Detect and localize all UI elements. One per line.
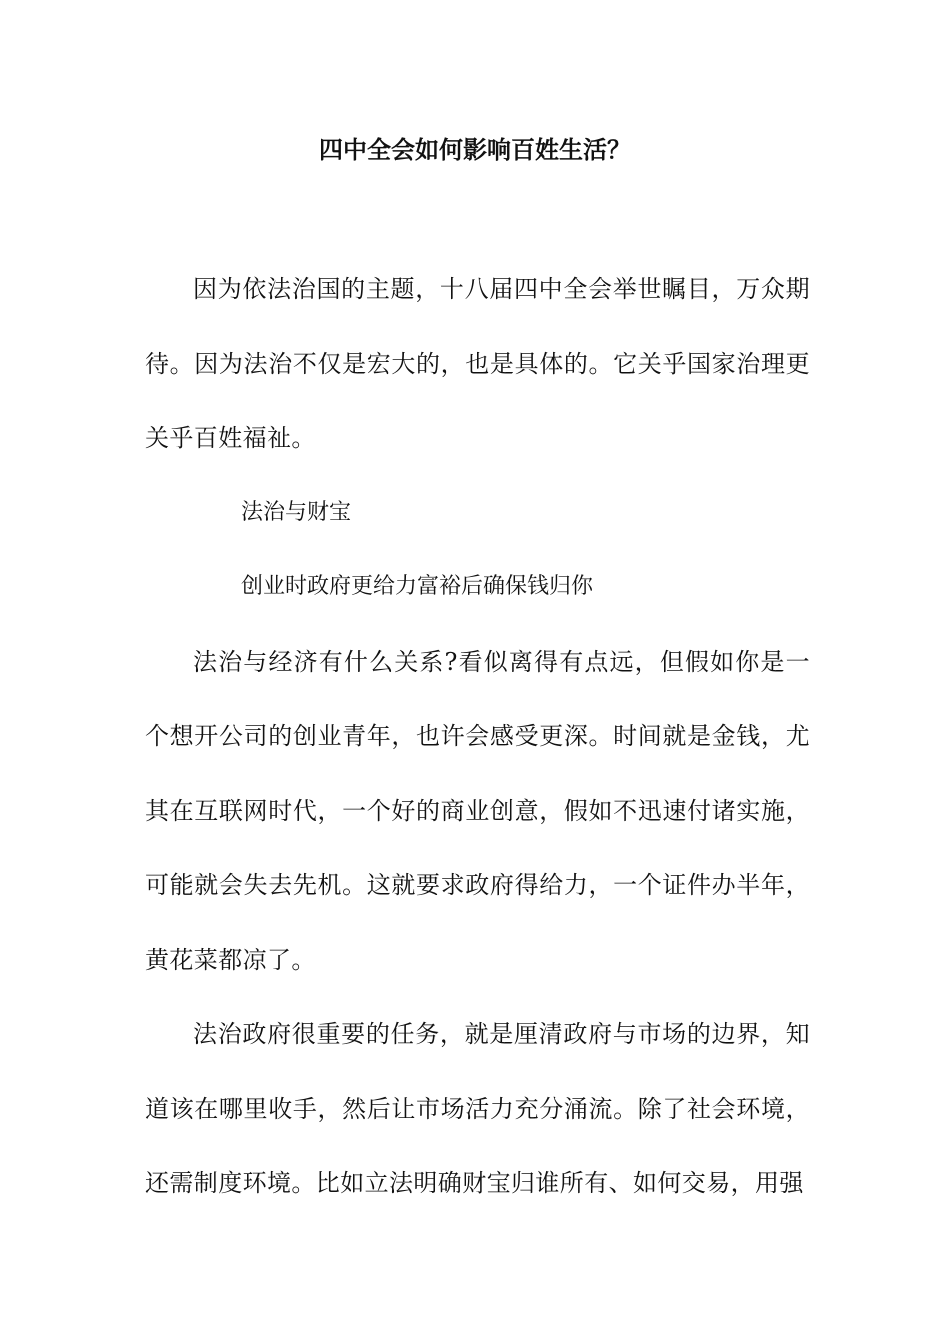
document-body <box>145 252 810 1221</box>
paragraph-law-government: 法治政府很重要的任务，就是厘清政府与市场的边界，知道该在哪里收手，然后让市场活力充分涌流。除了社会环境，还需制度环境。比如立法明确财宝归谁所有、如何交易，用强 <box>145 1020 810 1197</box>
paragraph-intro: 因为依法治国的主题，十八届四中全会举世瞩目，万众期待。因为法治不仅是宏大的，也是具体的。它关乎国家治理更关乎百姓福祉。 <box>145 275 810 452</box>
subheading-startup: 创业时政府更给力富裕后确保钱归你 <box>241 574 594 599</box>
document-title: 四中全会如何影响百姓生活？ <box>319 135 631 164</box>
paragraph-law-and-economy: 法治与经济有什么关系?看似离得有点远，但假如你是一个想开公司的创业青年，也许会感受更深。时间就是金钱，尤其在互联网时代，一个好的商业创意，假如不迅速付诸实施，可能就会失去先机。这就要求政府得给力，一个证件办半年，黄花菜都凉了。 <box>145 647 810 974</box>
subheading-law-and-wealth: 法治与财宝 <box>241 499 352 525</box>
